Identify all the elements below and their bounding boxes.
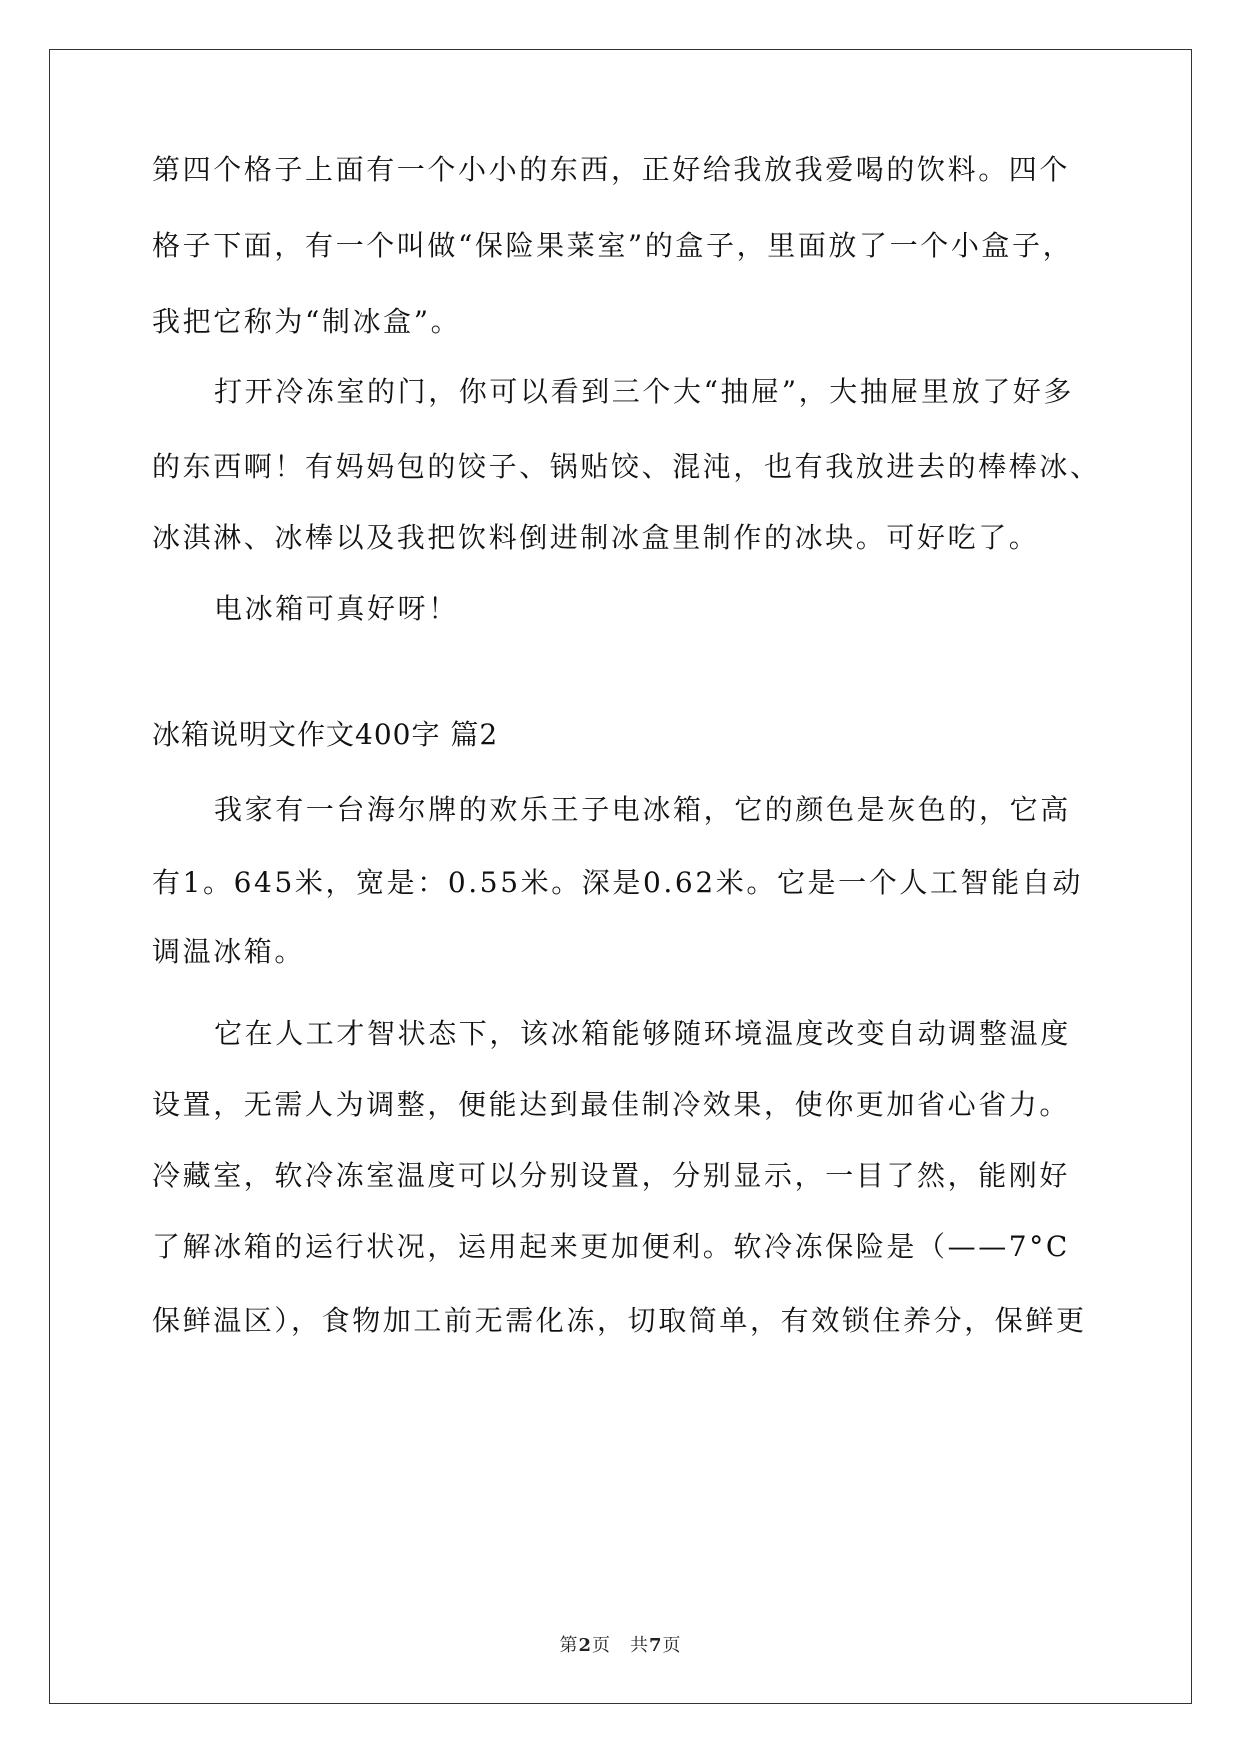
page-total: 7 bbox=[649, 1635, 663, 1656]
paragraph-line: 保鲜温区），食物加工前无需化冻，切取简单，有效锁住养分，保鲜更 bbox=[152, 1304, 1087, 1337]
paragraph-line: 调温冰箱。 bbox=[152, 935, 306, 968]
paragraph-line: 我把它称为“制冰盒”。 bbox=[152, 305, 462, 338]
paragraph-line: 冷藏室，软冷冻室温度可以分别设置，分别显示，一目了然，能刚好 bbox=[152, 1159, 1071, 1192]
paragraph-line: 格子下面，有一个叫做“保险果菜室”的盒子，里面放了一个小盒子， bbox=[152, 229, 1074, 262]
paragraph-line: 冰淇淋、冰棒以及我把饮料倒进制冰盒里制作的冰块。可好吃了。 bbox=[152, 521, 1040, 554]
section-heading: 冰箱说明文作文400字 篇2 bbox=[152, 718, 499, 751]
page-prefix: 第 bbox=[559, 1635, 579, 1656]
paragraph-line: 设置，无需人为调整，便能达到最佳制冷效果，使你更加省心省力。 bbox=[152, 1088, 1071, 1121]
page-suffix: 页 bbox=[662, 1635, 682, 1656]
paragraph-line: 电冰箱可真好呀！ bbox=[214, 592, 459, 625]
paragraph-line: 第四个格子上面有一个小小的东西，正好给我放我爱喝的饮料。四个 bbox=[152, 153, 1071, 186]
paragraph-line: 我家有一台海尔牌的欢乐王子电冰箱，它的颜色是灰色的，它高 bbox=[214, 793, 1071, 826]
page-current: 2 bbox=[578, 1635, 592, 1656]
paragraph-line: 的东西啊！有妈妈包的饺子、锅贴饺、混沌，也有我放进去的棒棒冰、 bbox=[152, 450, 1101, 483]
page-indicator bbox=[0, 1634, 1241, 1658]
page-mid: 页 共 bbox=[592, 1635, 649, 1656]
paragraph-line: 有1。645米，宽是：0.55米。深是0.62米。它是一个人工智能自动 bbox=[152, 866, 1083, 899]
paragraph-line: 打开冷冻室的门，你可以看到三个大“抽屉”，大抽屉里放了好多 bbox=[214, 375, 1075, 408]
paragraph-line: 它在人工才智状态下，该冰箱能够随环境温度改变自动调整温度 bbox=[214, 1017, 1071, 1050]
paragraph-line: 了解冰箱的运行状况，运用起来更加便利。软冷冻保险是（——7°C bbox=[152, 1230, 1070, 1263]
